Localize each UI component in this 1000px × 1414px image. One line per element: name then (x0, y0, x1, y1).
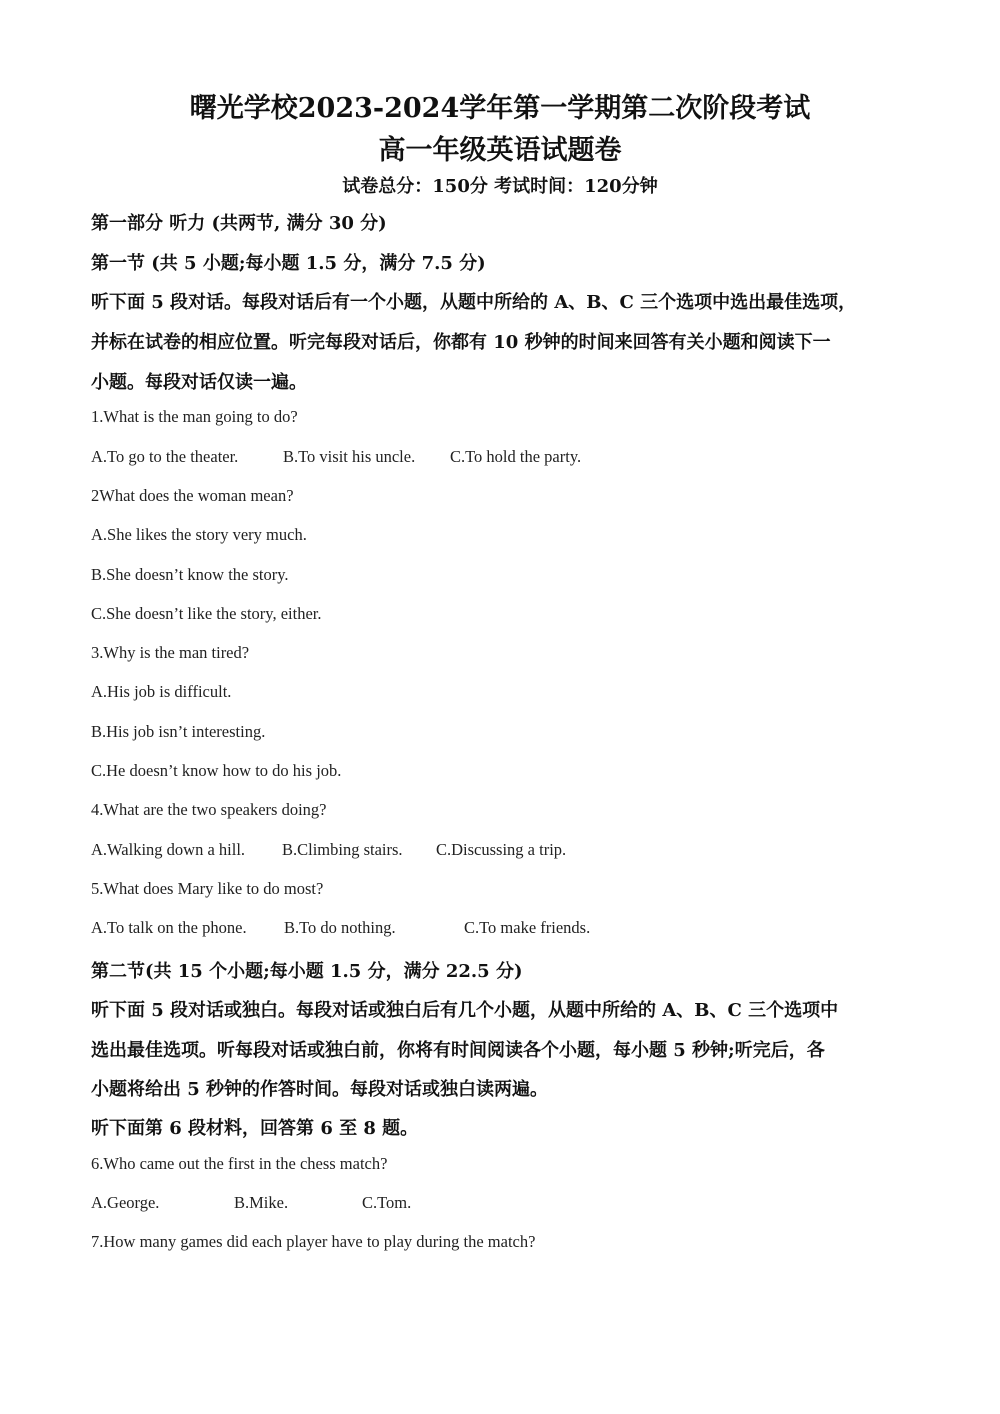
question-6-stem: 6.Who came out the first in the chess match? (91, 1154, 388, 1173)
question-4-option-a[interactable]: A.Walking down a hill. (91, 840, 246, 859)
exam-title: 曙光学校2023-2024学年第一学期第二次阶段考试 (189, 93, 811, 124)
question-1-option-a[interactable]: A.To go to the theater. (91, 447, 239, 466)
section2-instruction-line: 听下面 5 段对话或独白。每段对话或独白后有几个小题，从题中所给的 A、B、C 三个选项中 (91, 1000, 839, 1021)
question-5-option-b[interactable]: B.To do nothing. (284, 918, 396, 937)
exam-subtitle: 高一年级英语试题卷 (378, 135, 622, 166)
question-1-option-c[interactable]: C.To hold the party. (450, 447, 582, 466)
question-7-stem: 7.How many games did each player have to play during the match? (91, 1232, 536, 1251)
section1-instruction-line: 听下面 5 段对话。每段对话后有一个小题，从题中所给的 A、B、C 三个选项中选出最佳选项， (91, 292, 857, 313)
question-3-option-b[interactable]: B.His job isn’t interesting. (91, 722, 266, 741)
question-2-option-b[interactable]: B.She doesn’t know the story. (91, 565, 289, 584)
question-5-stem: 5.What does Mary like to do most? (91, 879, 324, 898)
question-2-stem: 2What does the woman mean? (91, 486, 294, 505)
question-3-stem: 3.Why is the man tired? (91, 643, 250, 662)
material-note: 听下面第 6 段材料，回答第 6 至 8 题。 (91, 1118, 419, 1139)
question-4-option-c[interactable]: C.Discussing a trip. (436, 840, 567, 859)
question-6-option-c[interactable]: C.Tom. (362, 1193, 412, 1212)
question-5-option-c[interactable]: C.To make friends. (464, 918, 591, 937)
section2-heading: 第二节(共 15 个小题;每小题 1.5 分，满分 22.5 分) (91, 961, 523, 982)
question-1-option-b[interactable]: B.To visit his uncle. (283, 447, 416, 466)
question-4-stem: 4.What are the two speakers doing? (91, 800, 327, 819)
question-6-option-b[interactable]: B.Mike. (234, 1193, 289, 1212)
section1-instruction-line: 并标在试卷的相应位置。听完每段对话后，你都有 10 秒钟的时间来回答有关小题和阅读下一 (91, 332, 831, 353)
section2-instruction-line: 小题将给出 5 秒钟的作答时间。每段对话或独白读两遍。 (91, 1079, 549, 1100)
question-2-option-c[interactable]: C.She doesn’t like the story, either. (91, 604, 322, 623)
question-1-stem: 1.What is the man going to do? (91, 407, 298, 426)
question-5-option-a[interactable]: A.To talk on the phone. (91, 918, 247, 937)
section1-heading: 第一节 (共 5 小题;每小题 1.5 分，满分 7.5 分) (91, 253, 486, 274)
section2-instruction-line: 选出最佳选项。听每段对话或独白前，你将有时间阅读各个小题，每小题 5 秒钟;听完后，各 (91, 1040, 825, 1061)
part1-heading: 第一部分 听力 (共两节, 满分 30 分) (91, 213, 387, 234)
question-2-option-a[interactable]: A.She likes the story very much. (91, 525, 307, 544)
exam-meta: 试卷总分：150分 考试时间：120分钟 (342, 176, 658, 197)
section1-instruction-line: 小题。每段对话仅读一遍。 (91, 372, 307, 393)
question-3-option-a[interactable]: A.His job is difficult. (91, 682, 232, 701)
question-4-option-b[interactable]: B.Climbing stairs. (282, 840, 403, 859)
question-6-option-a[interactable]: A.George. (91, 1193, 160, 1212)
question-3-option-c[interactable]: C.He doesn’t know how to do his job. (91, 761, 342, 780)
